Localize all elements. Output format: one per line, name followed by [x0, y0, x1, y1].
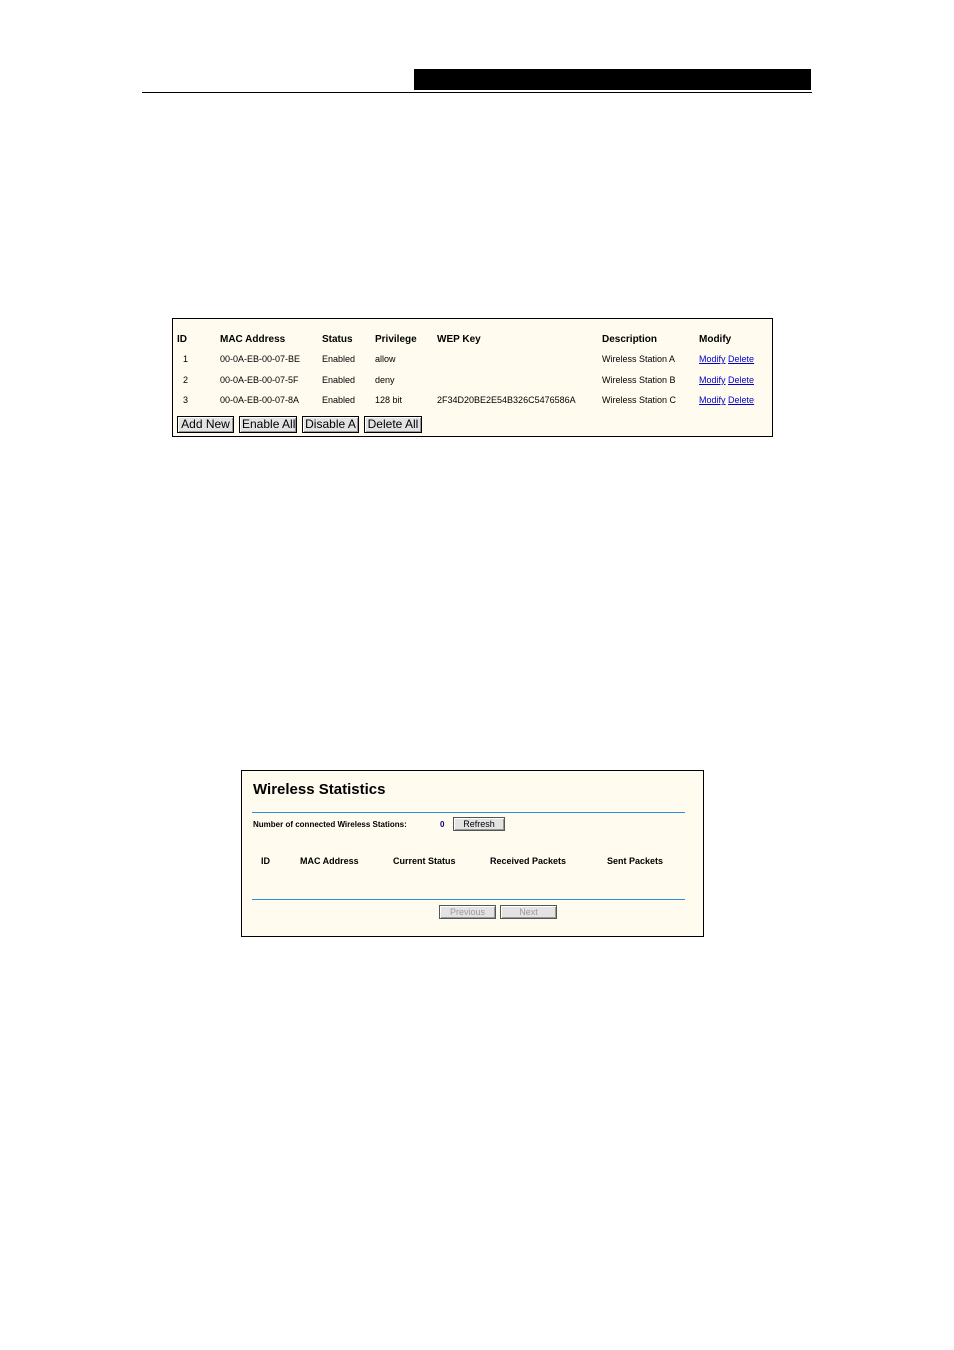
enable-all-button[interactable]: Enable All [239, 416, 297, 433]
cell-mac: 00-0A-EB-00-07-8A [220, 395, 300, 406]
col-status: Status [322, 333, 353, 345]
cell-status: Enabled [322, 395, 356, 406]
col-id: ID [261, 856, 270, 866]
cell-id: 3 [183, 395, 189, 406]
cell-status: Enabled [322, 354, 356, 365]
col-received-packets: Received Packets [490, 856, 567, 866]
next-button[interactable]: Next [500, 905, 557, 919]
col-mac-address: MAC Address [300, 856, 359, 866]
delete-link[interactable]: Delete [728, 354, 755, 365]
col-sent-packets: Sent Packets [607, 856, 664, 866]
col-description: Description [602, 333, 658, 345]
disable-all-button[interactable]: Disable A [302, 416, 359, 433]
previous-button[interactable]: Previous [439, 905, 496, 919]
col-current-status: Current Status [393, 856, 456, 866]
cell-wep-key [437, 370, 602, 391]
cell-actions [699, 370, 769, 391]
page-header-bar [414, 69, 811, 90]
cell-description: Wireless Station C [602, 395, 677, 406]
stations-count-label: Number of connected Wireless Stations: [253, 820, 407, 829]
mac-filter-button-bar [177, 416, 422, 433]
delete-link[interactable]: Delete [728, 374, 755, 385]
cell-id: 2 [183, 374, 189, 385]
table-header-row [177, 329, 769, 349]
table-row [177, 370, 769, 391]
page-header-rule [142, 92, 812, 93]
cell-actions [699, 390, 769, 411]
divider [252, 899, 685, 900]
col-privilege: Privilege [375, 333, 417, 345]
page-title: Wireless Statistics [253, 781, 386, 798]
mac-filter-table [177, 329, 769, 411]
col-mac-address: MAC Address [220, 333, 286, 345]
stations-count-value: 0 [440, 820, 445, 829]
delete-link[interactable]: Delete [728, 395, 755, 406]
col-modify: Modify [699, 333, 732, 345]
cell-privilege: allow [375, 354, 396, 365]
refresh-button[interactable]: Refresh [453, 817, 505, 831]
mac-filter-panel [172, 318, 773, 437]
modify-link[interactable]: Modify [699, 374, 726, 385]
modify-link[interactable]: Modify [699, 354, 726, 365]
cell-mac: 00-0A-EB-00-07-5F [220, 374, 299, 385]
cell-description: Wireless Station A [602, 354, 676, 365]
cell-description: Wireless Station B [602, 374, 676, 385]
delete-all-button[interactable]: Delete All [364, 416, 422, 433]
divider [252, 812, 685, 813]
add-new-button[interactable]: Add New [177, 416, 234, 433]
cell-mac: 00-0A-EB-00-07-BE [220, 354, 301, 365]
col-wep-key: WEP Key [437, 333, 481, 345]
cell-wep-key [437, 349, 602, 370]
cell-wep-key: 2F34D20BE2E54B326C5476586A [437, 395, 576, 406]
cell-status: Enabled [322, 374, 356, 385]
modify-link[interactable]: Modify [699, 395, 726, 406]
col-id: ID [177, 333, 187, 345]
cell-privilege: deny [375, 374, 395, 385]
cell-id: 1 [183, 354, 189, 365]
cell-privilege: 128 bit [375, 395, 403, 406]
table-row [177, 349, 769, 370]
cell-actions [699, 349, 769, 370]
table-row [177, 390, 769, 411]
wireless-statistics-panel [241, 770, 704, 937]
